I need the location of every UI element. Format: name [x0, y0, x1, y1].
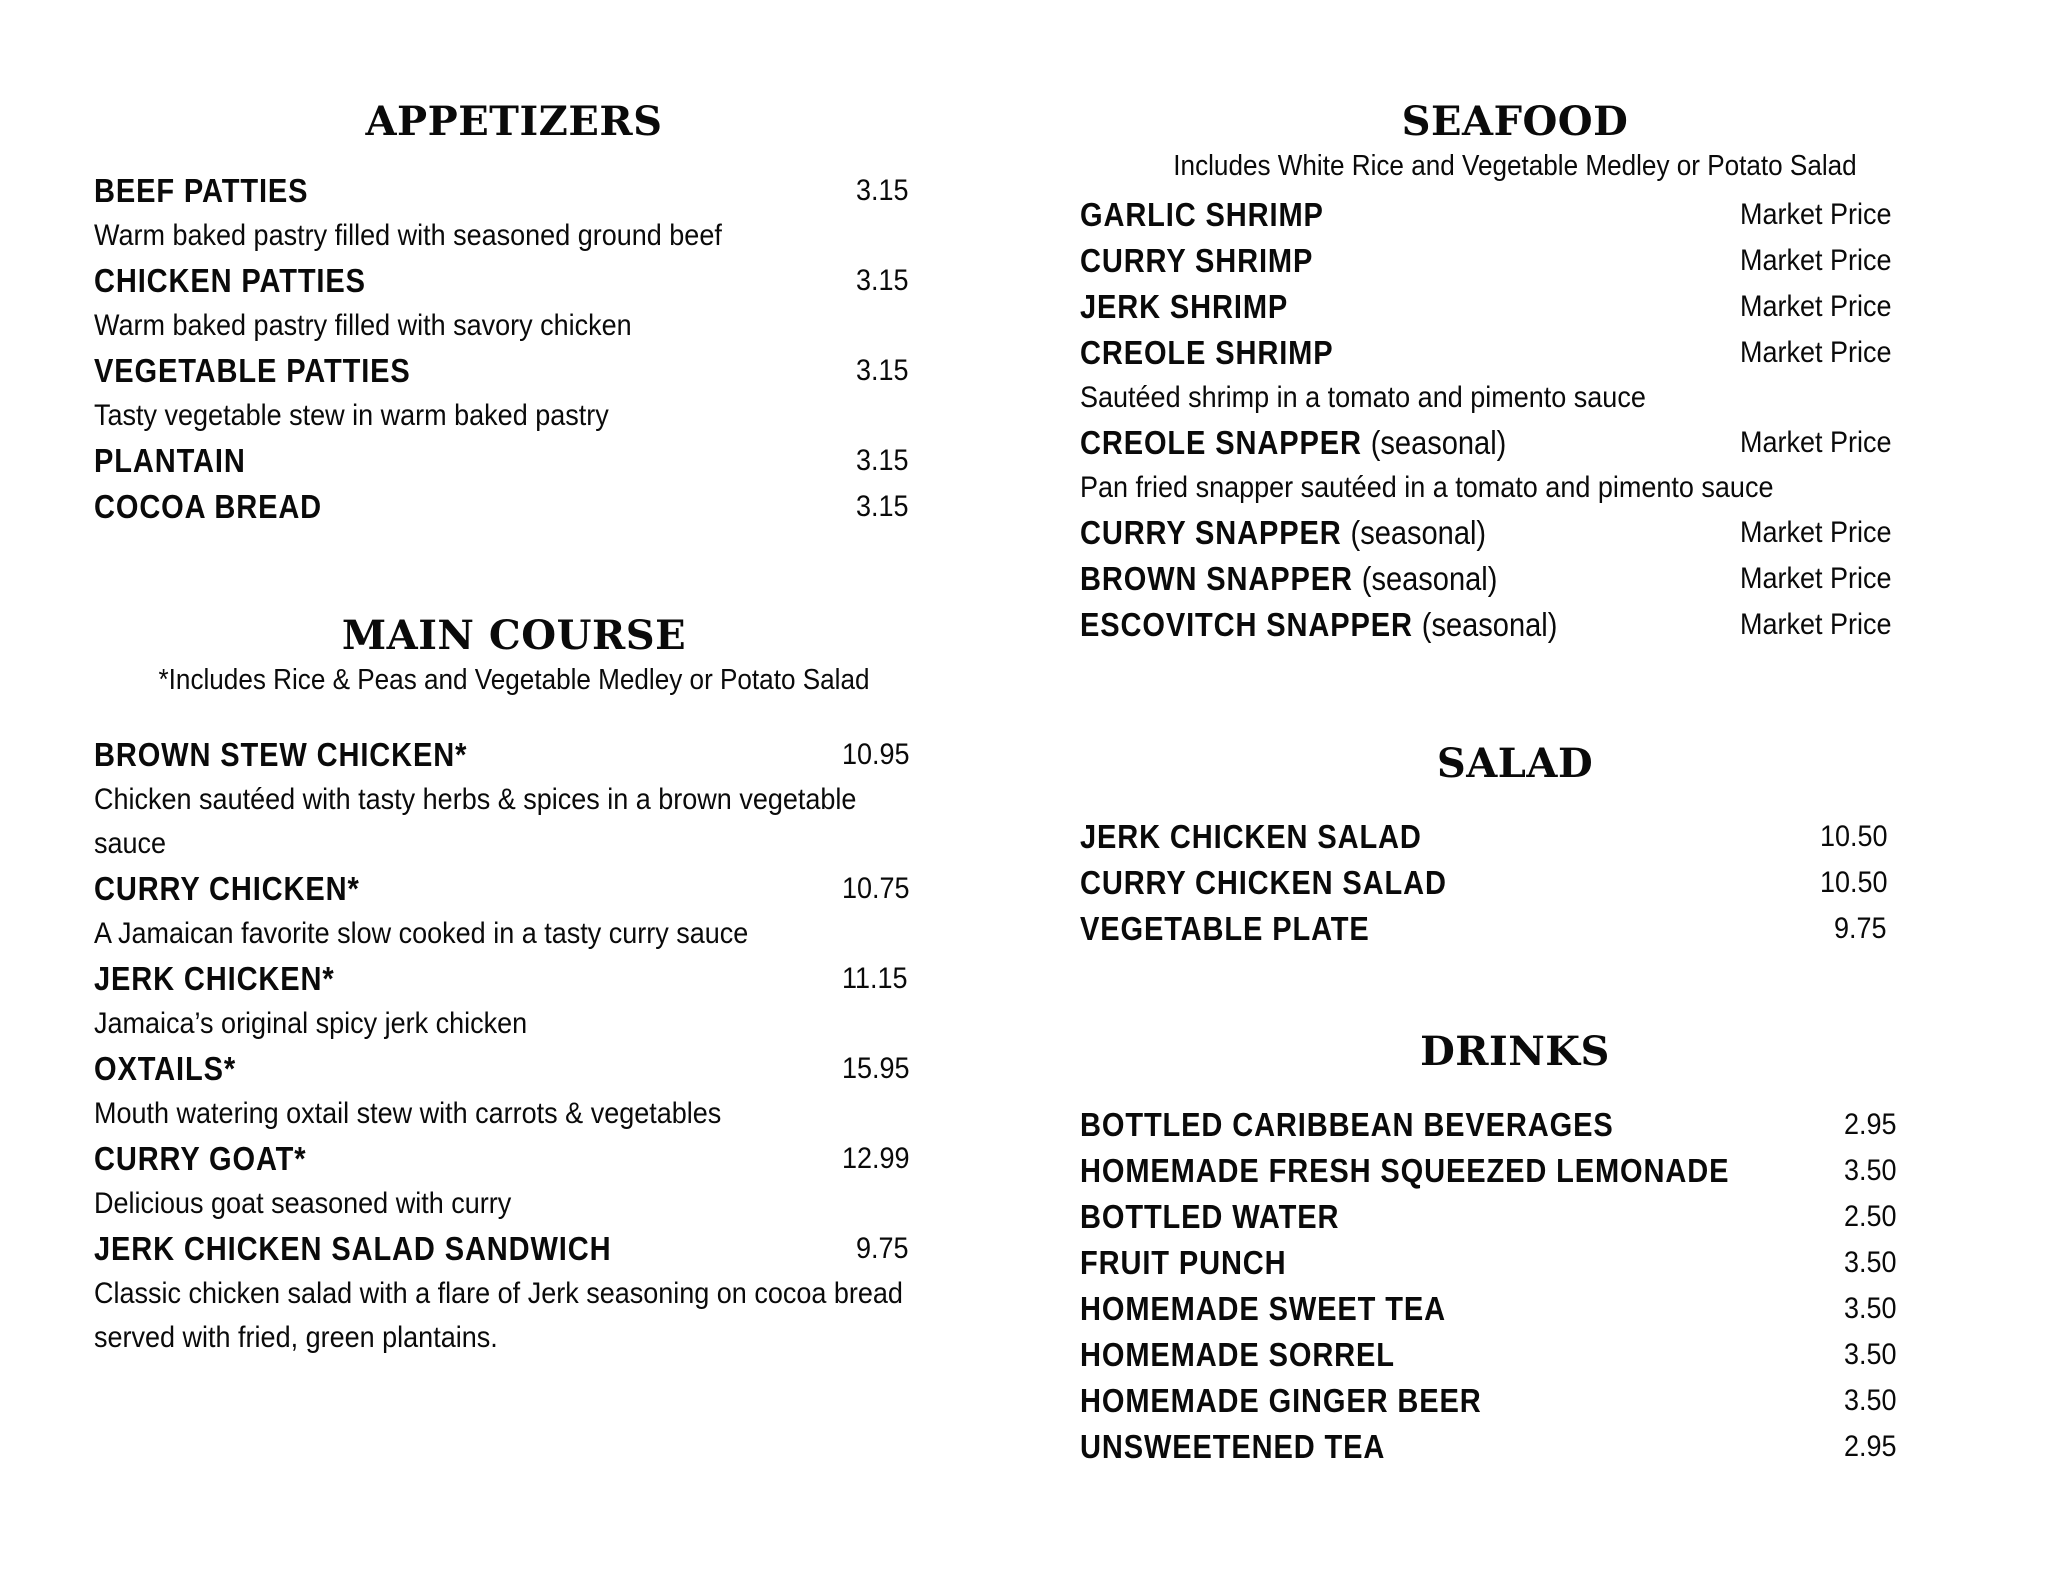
menu-item-name: CURRY SNAPPER (seasonal) [1080, 514, 1487, 551]
menu-item-name: CURRY GOAT* [94, 1140, 307, 1177]
menu-item [1080, 238, 1950, 284]
menu-item-name: JERK SHRIMP [1080, 288, 1289, 325]
menu-item-price: 3.15 [856, 264, 909, 297]
menu-item [1080, 1424, 1950, 1470]
menu-item-name: ESCOVITCH SNAPPER (seasonal) [1080, 606, 1558, 643]
menu-item-price: 9.75 [856, 1232, 909, 1265]
menu-item-price: 3.15 [856, 444, 909, 477]
menu-item-name: HOMEMADE GINGER BEER [1080, 1382, 1482, 1419]
menu-item-description: Pan fried snapper sautéed in a tomato and pimento sauce [1080, 471, 1774, 504]
menu-item-price: 3.15 [856, 174, 909, 207]
menu-item-name: BROWN STEW CHICKEN* [94, 736, 468, 773]
menu-item [94, 732, 934, 778]
menu-item-note: (seasonal) [1350, 514, 1487, 551]
menu-item-price: 2.50 [1844, 1200, 1897, 1233]
menu-item-note: (seasonal) [1361, 560, 1498, 597]
menu-item [94, 484, 934, 530]
menu-item-price: 3.50 [1844, 1154, 1897, 1187]
menu-item-price: 3.50 [1844, 1292, 1897, 1325]
menu-item [1080, 284, 1950, 330]
menu-item-description: Warm baked pastry filled with savory chicken [94, 309, 632, 342]
menu-item-price: Market Price [1740, 244, 1892, 277]
menu-item-note: (seasonal) [1421, 606, 1558, 643]
menu-item-description: Warm baked pastry filled with seasoned ground beef [94, 219, 722, 252]
menu-item-name: VEGETABLE PLATE [1080, 910, 1370, 947]
menu-item-price: Market Price [1740, 290, 1892, 323]
menu-item [94, 438, 934, 484]
menu-item-name: CREOLE SNAPPER (seasonal) [1080, 424, 1507, 461]
menu-item-description: Sautéed shrimp in a tomato and pimento sauce [1080, 381, 1646, 414]
main-course-subtitle: *Includes Rice & Peas and Vegetable Medley or Potato Salad [158, 664, 870, 696]
main-course-title: MAIN COURSE [341, 612, 687, 659]
menu-item-description: A Jamaican favorite slow cooked in a tasty curry sauce [94, 917, 749, 950]
salad-title: SALAD [1436, 740, 1594, 787]
seafood-title: SEAFOOD [1401, 98, 1629, 145]
menu-item [1080, 1240, 1950, 1286]
menu-item-name: PLANTAIN [94, 442, 246, 479]
menu-item-name: BROWN SNAPPER (seasonal) [1080, 560, 1498, 597]
menu-item-price: 10.95 [842, 738, 910, 771]
menu-item [94, 348, 934, 394]
menu-item-name: CURRY SHRIMP [1080, 242, 1314, 279]
menu-item [94, 1226, 934, 1272]
menu-item [1080, 1102, 1950, 1148]
appetizers-title: APPETIZERS [365, 98, 663, 145]
menu-item-price: 10.75 [842, 872, 910, 905]
menu-item [94, 866, 934, 912]
menu-item [1080, 1378, 1950, 1424]
menu-item-description: Jamaica’s original spicy jerk chicken [94, 1007, 528, 1040]
seafood-subtitle: Includes White Rice and Vegetable Medley or Potato Salad [1173, 150, 1857, 182]
menu-item [1080, 906, 1950, 952]
main-course-section [94, 612, 934, 1360]
menu-item-name: BOTTLED WATER [1080, 1198, 1340, 1235]
menu-item-name: CURRY CHICKEN* [94, 870, 360, 907]
menu-item-price: 10.50 [1820, 866, 1888, 899]
drinks-title: DRINKS [1420, 1028, 1610, 1075]
menu-item-name: BOTTLED CARIBBEAN BEVERAGES [1080, 1106, 1614, 1143]
menu-item-description: Delicious goat seasoned with curry [94, 1187, 512, 1220]
menu-item-price: 12.99 [842, 1142, 910, 1175]
menu-item-name: BEEF PATTIES [94, 172, 309, 209]
salad-section [1080, 740, 1950, 952]
menu-item-name: VEGETABLE PATTIES [94, 352, 411, 389]
menu-item [1080, 602, 1950, 648]
menu-item-name: JERK CHICKEN SALAD [1080, 818, 1422, 855]
drinks-list [1080, 1102, 1950, 1470]
menu-item-name: UNSWEETENED TEA [1080, 1428, 1386, 1465]
menu-item-price: 9.75 [1834, 912, 1887, 945]
menu-item-price: 11.15 [842, 962, 908, 995]
menu-item [1080, 860, 1950, 906]
menu-item-name: COCOA BREAD [94, 488, 323, 525]
seafood-section [1080, 98, 1950, 648]
menu-item-price: 3.50 [1844, 1338, 1897, 1371]
menu-item-price: Market Price [1740, 516, 1892, 549]
main-course-list [94, 732, 934, 1360]
menu-item-price: Market Price [1740, 562, 1892, 595]
menu-item [1080, 1148, 1950, 1194]
menu-item-price: 3.15 [856, 354, 909, 387]
menu-item-name: FRUIT PUNCH [1080, 1244, 1287, 1281]
menu-item-name: HOMEMADE SORREL [1080, 1336, 1395, 1373]
menu-item-price: 10.50 [1820, 820, 1888, 853]
menu-item [94, 1136, 934, 1182]
menu-item-note: (seasonal) [1370, 424, 1507, 461]
menu-item-name: JERK CHICKEN SALAD SANDWICH [94, 1230, 612, 1267]
menu-item [1080, 510, 1950, 556]
menu-item-name: JERK CHICKEN* [94, 960, 335, 997]
menu-item [1080, 330, 1950, 376]
drinks-section [1080, 1028, 1950, 1470]
menu-item-name: HOMEMADE FRESH SQUEEZED LEMONADE [1080, 1152, 1730, 1189]
appetizers-list [94, 168, 934, 530]
menu-item [1080, 192, 1950, 238]
menu-item [1080, 1286, 1950, 1332]
menu-item-name: OXTAILS* [94, 1050, 237, 1087]
menu-item-description: Chicken sautéed with tasty herbs & spices in a brown vegetable sauce [94, 783, 857, 860]
menu-item [94, 1046, 934, 1092]
menu-item-name: CURRY CHICKEN SALAD [1080, 864, 1447, 901]
menu-item-price: 3.50 [1844, 1246, 1897, 1279]
seafood-list [1080, 192, 1950, 648]
menu-item [1080, 814, 1950, 860]
menu-item-name: CHICKEN PATTIES [94, 262, 366, 299]
menu-item-price: Market Price [1740, 336, 1892, 369]
menu-item-price: 3.50 [1844, 1384, 1897, 1417]
menu-item [1080, 420, 1950, 466]
menu-item-price: Market Price [1740, 608, 1892, 641]
menu-item-name: GARLIC SHRIMP [1080, 196, 1324, 233]
menu-item [94, 168, 934, 214]
menu-item-price: 15.95 [842, 1052, 910, 1085]
menu-item [94, 258, 934, 304]
menu-item-price: 3.15 [856, 490, 909, 523]
menu-item [1080, 556, 1950, 602]
menu-item-description: Classic chicken salad with a flare of Jerk seasoning on cocoa bread served with fried, green plantains. [94, 1277, 903, 1354]
menu-item-price: Market Price [1740, 198, 1892, 231]
menu-item-name: HOMEMADE SWEET TEA [1080, 1290, 1446, 1327]
menu-item-description: Tasty vegetable stew in warm baked pastry [94, 399, 609, 432]
menu-item-name: CREOLE SHRIMP [1080, 334, 1334, 371]
menu-item-price: Market Price [1740, 426, 1892, 459]
menu-item-price: 2.95 [1844, 1108, 1897, 1141]
menu-item [1080, 1194, 1950, 1240]
menu-item [1080, 1332, 1950, 1378]
menu-item [94, 956, 934, 1002]
menu-item-description: Mouth watering oxtail stew with carrots & vegetables [94, 1097, 722, 1130]
appetizers-section [94, 98, 934, 530]
salad-list [1080, 814, 1950, 952]
menu-item-price: 2.95 [1844, 1430, 1897, 1463]
